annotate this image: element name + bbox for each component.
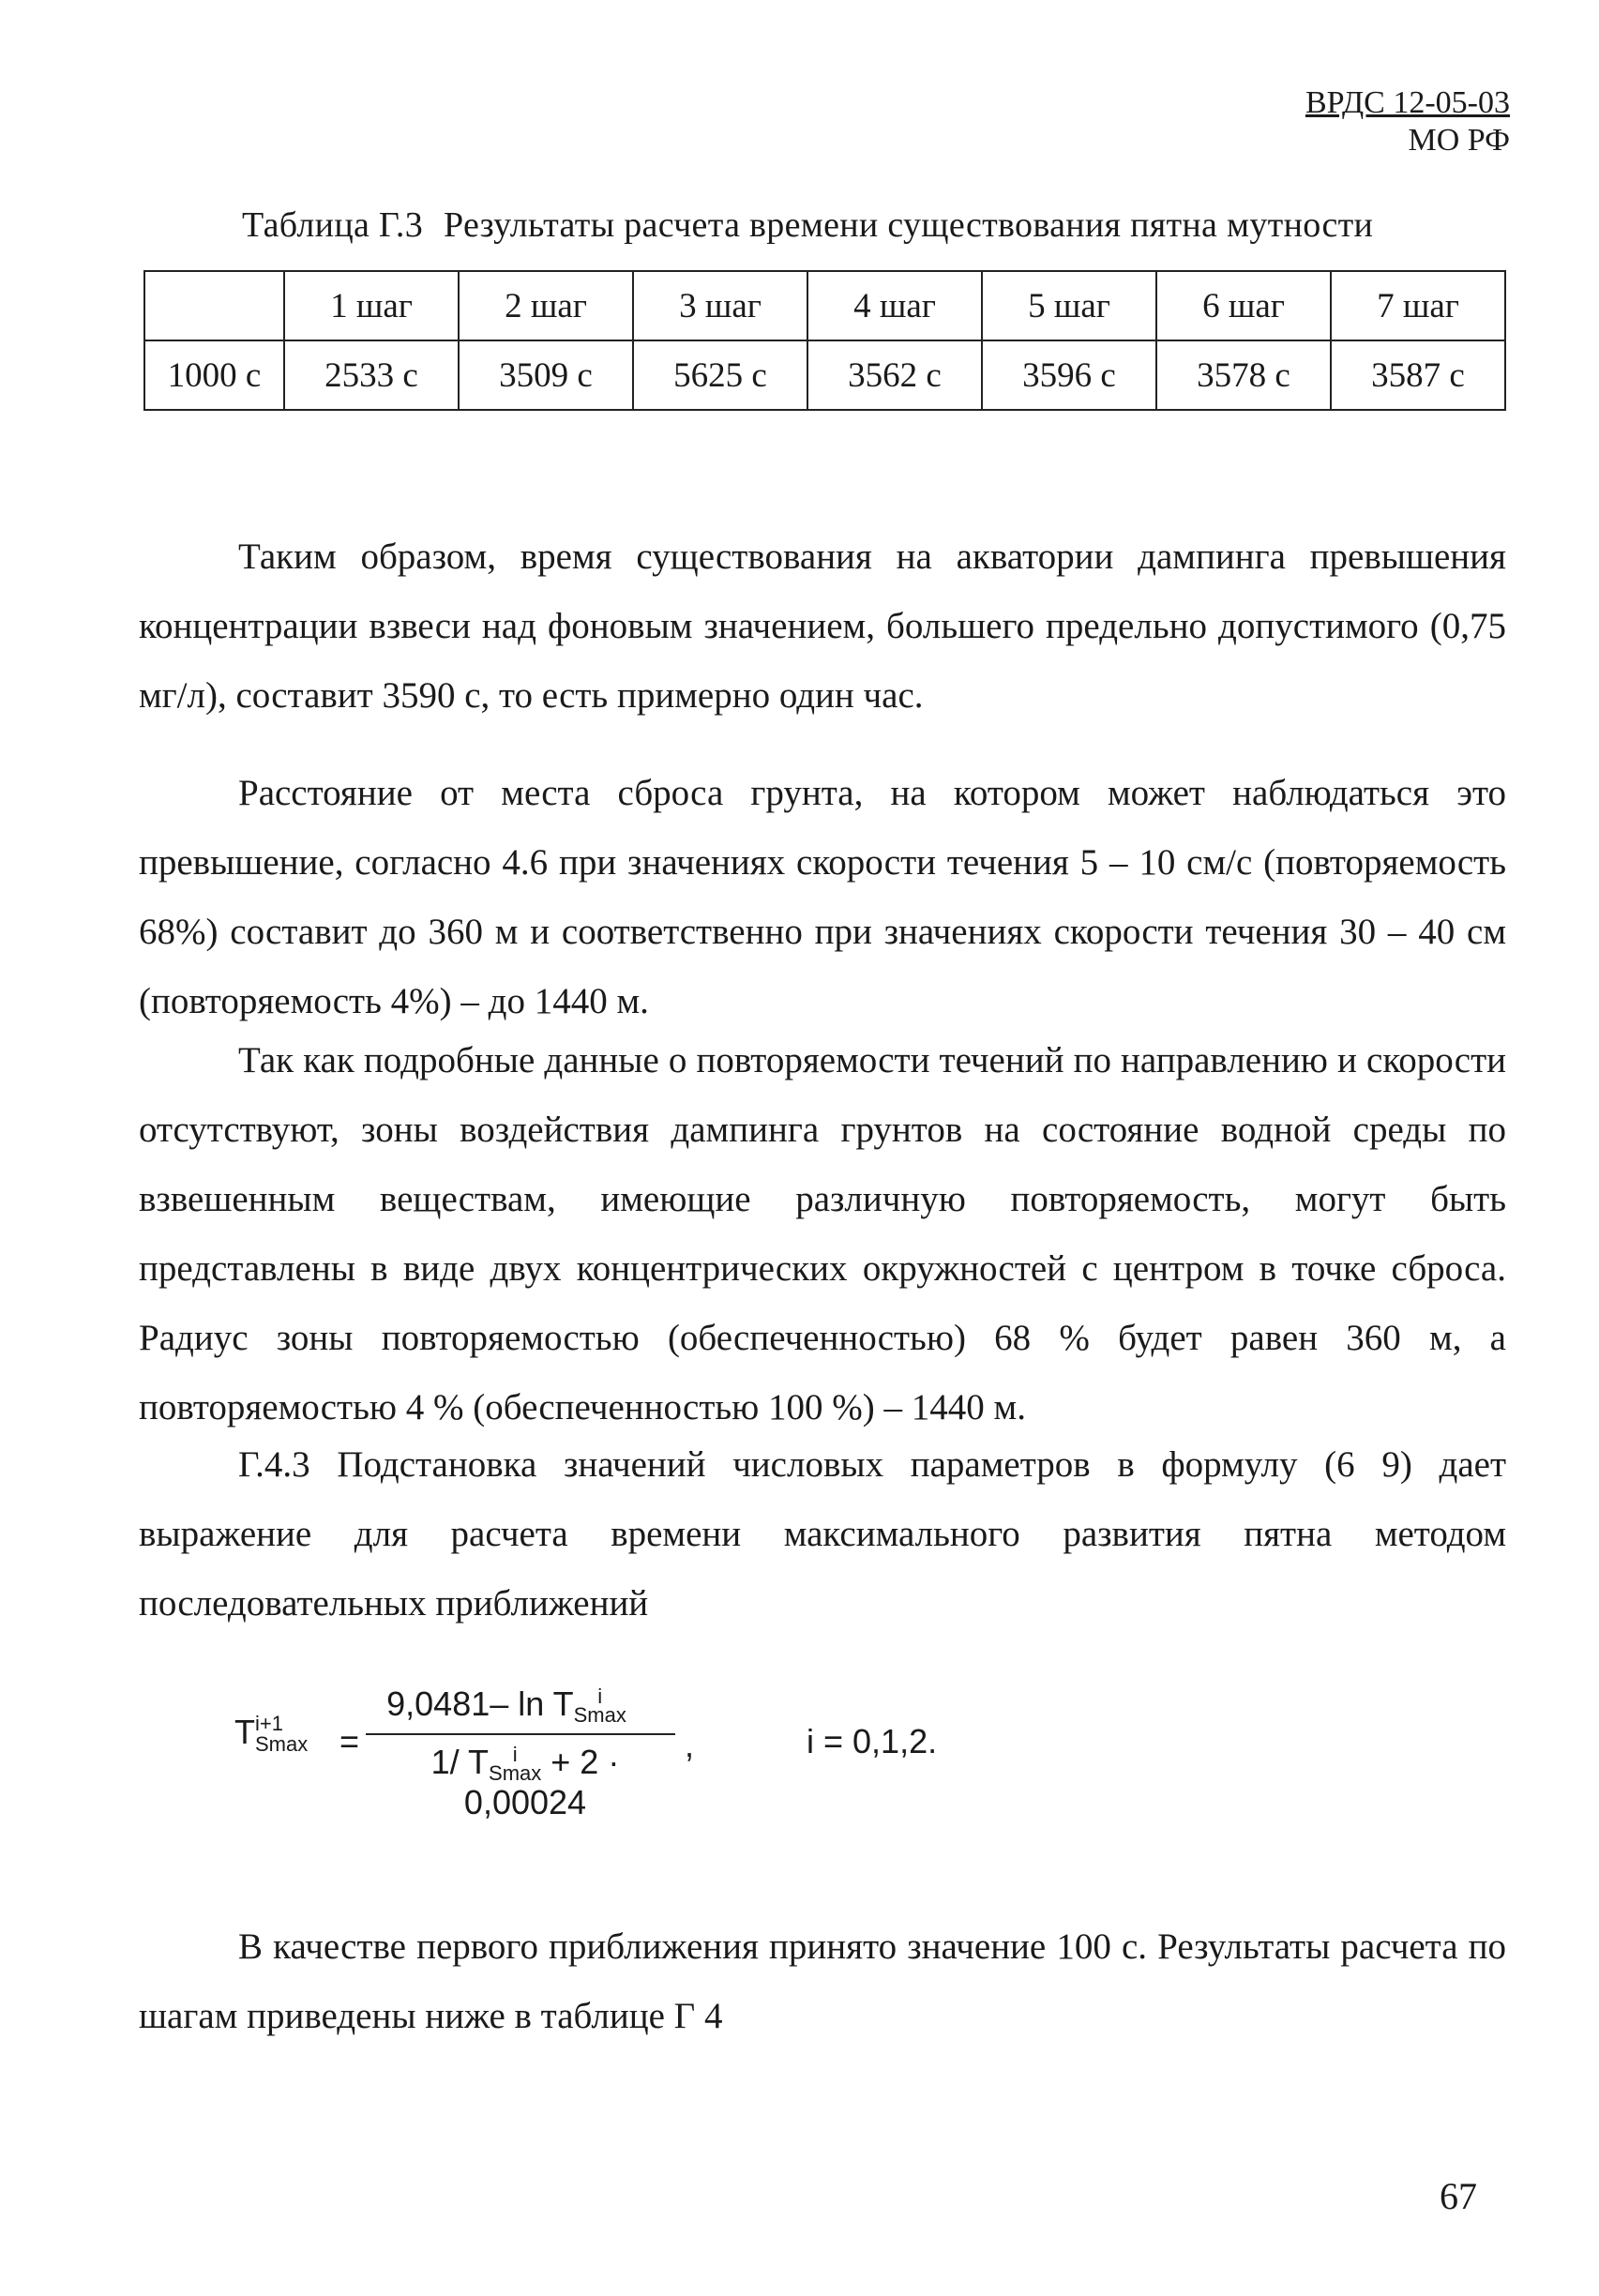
table-row: [144, 340, 1505, 410]
table-header-cell: 4 шаг: [807, 271, 982, 340]
formula-numerator-text: 9,0481– ln T: [386, 1684, 574, 1723]
table-header-cell: 1 шаг: [284, 271, 459, 340]
formula-comma: ,: [685, 1726, 695, 1764]
formula-condition: i = 0,1,2.: [807, 1722, 938, 1760]
formula-equals: =: [339, 1722, 360, 1760]
formula-numerator: [366, 1684, 647, 1728]
results-table: [143, 270, 1506, 411]
formula-denominator-start: 1/ T: [430, 1743, 490, 1781]
fraction-bar: [366, 1733, 675, 1735]
table-header-cell: 3 шаг: [633, 271, 807, 340]
formula-lhs-base: T: [234, 1713, 255, 1751]
table-caption-label: Таблица Г.3: [242, 205, 424, 245]
table-caption: [242, 204, 1373, 246]
formula-numerator-sup: i: [597, 1684, 603, 1709]
formula-lhs-sup: i+1: [255, 1712, 283, 1736]
formula-denominator-end: + 2 · 0,00024: [463, 1743, 620, 1822]
table-header-cell: 2 шаг: [459, 271, 633, 340]
paragraph-substitution: Г.4.3 Подстановка значений числовых параметров в формулу (6 9) дает выражение для расчета времени максимального развития пятна методом последовательных приближений: [139, 1444, 1506, 1624]
table-cell: 3578 с: [1156, 340, 1331, 410]
formula-denominator-sub: Smax: [489, 1761, 542, 1786]
paragraph-zones: Так как подробные данные о повторяемости течений по направлению и скорости отсутствуют, зоны воздействия дампинга грунтов на состояние водной среды по взвешенным веществам, имеющие различную повторяемость, могут быть представлены в виде двух концентрических окружностей с центром в точке сброса. Радиус зоны повторяемостью (обеспеченностью) 68 % будет равен 360 м, а повторяемостью 4 % (обеспеченностью 100 %) – 1440 м.: [139, 1040, 1506, 1427]
table-cell: 3562 с: [807, 340, 982, 410]
formula-lhs: [234, 1713, 308, 1755]
document-code: ВРДС 12-05-03: [1305, 85, 1510, 120]
formula-numerator-sub: Smax: [573, 1703, 626, 1728]
page-number: 67: [1440, 2175, 1477, 2217]
table-header-cell: 5 шаг: [982, 271, 1156, 340]
table-cell: 3596 с: [982, 340, 1156, 410]
table-cell: 3509 с: [459, 340, 633, 410]
formula-lhs-sub: Smax: [255, 1732, 309, 1757]
paragraph-conclusion: Таким образом, время существования на акватории дампинга превышения концентрации взвеси над фоновым значением, большего предельно допустимого (0,75 мг/л), составит 3590 с, то есть примерно один час.: [139, 536, 1506, 716]
paragraph-first-approximation: В качестве первого приближения принято значение 100 с. Результаты расчета по шагам приведены ниже в таблице Г 4: [139, 1926, 1506, 2036]
table-header-row: [144, 271, 1505, 340]
paragraph-distance: Расстояние от места сброса грунта, на котором может наблюдаться это превышение, согласно 4.6 при значениях скорости течения 5 – 10 см/с (повторяемость 68%) составит до 360 м и соответственно при значениях скорости течения 30 – 40 см (повторяемость 4%) – до 1440 м.: [139, 773, 1506, 1021]
table-caption-text: Результаты расчета времени существования пятна мутности: [444, 205, 1374, 245]
table-cell: 5625 с: [633, 340, 807, 410]
formula-denominator-sup: i: [512, 1743, 518, 1767]
table-header-cell: 6 шаг: [1156, 271, 1331, 340]
document-organization: МО РФ: [1408, 123, 1510, 158]
document-header: [1305, 84, 1510, 159]
table-header-cell: [144, 271, 284, 340]
table-header-cell: 7 шаг: [1331, 271, 1505, 340]
formula-denominator: [366, 1743, 685, 1822]
table-cell: 3587 с: [1331, 340, 1505, 410]
table-cell: 1000 с: [144, 340, 284, 410]
table-cell: 2533 с: [284, 340, 459, 410]
formula: [234, 1684, 1079, 1822]
